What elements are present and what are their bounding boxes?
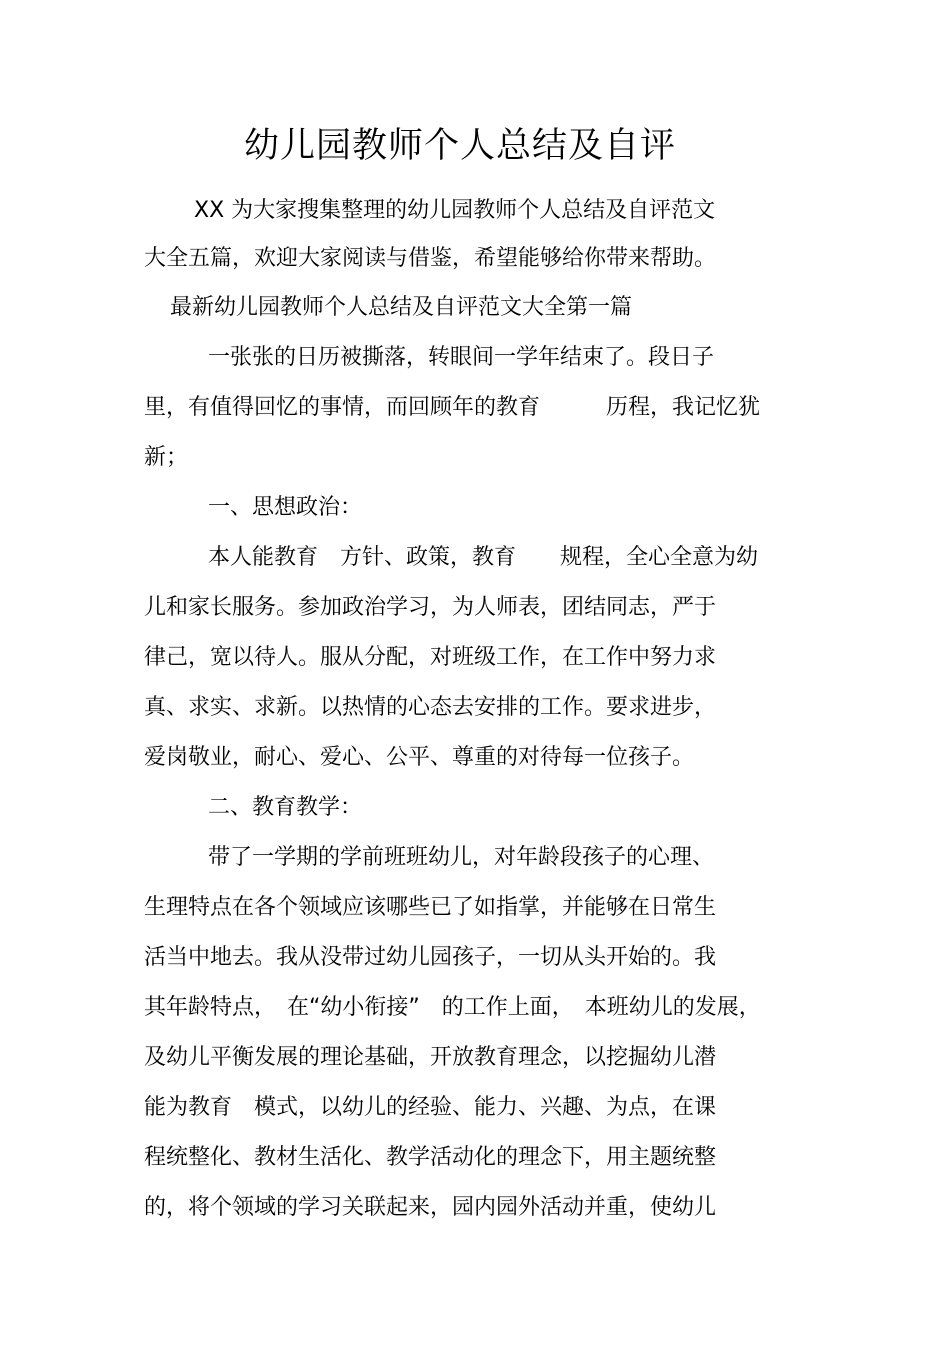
paragraph-line: 本人能教育 方针、政策，教育 规程，全心全意为幼 xyxy=(208,545,759,570)
paragraph-line: 里，有值得回忆的事情，而回顾年的教育 历程，我记忆犹 xyxy=(144,395,761,420)
paragraph-line: 活当中地去。我从没带过幼儿园孩子，一切从头开始的。我 xyxy=(144,945,717,970)
paragraph-line: 的，将个领域的学习关联起来，园内园外活动并重，使幼儿 xyxy=(144,1195,717,1220)
subsection-heading: 二、教育教学： xyxy=(208,795,363,820)
section-heading: 最新幼儿园教师个人总结及自评范文大全第一篇 xyxy=(170,295,633,320)
paragraph-line: 程统整化、教材生活化、教学活动化的理念下，用主题统整 xyxy=(144,1145,717,1170)
paragraph-line: 爱岗敬业，耐心、爱心、公平、尊重的对待每一位孩子。 xyxy=(144,745,695,770)
paragraph-line: 其年龄特点， 在“幼小衔接” 的工作上面， 本班幼儿的发展， xyxy=(144,995,761,1020)
paragraph-line: 律己，宽以待人。服从分配，对班级工作，在工作中努力求 xyxy=(144,645,717,670)
paragraph-line: 及幼儿平衡发展的理论基础，开放教育理念，以挖掘幼儿潜 xyxy=(144,1045,717,1070)
intro-line-1: XX 为大家搜集整理的幼儿园教师个人总结及自评范文 xyxy=(194,198,716,223)
subsection-heading: 一、思想政治： xyxy=(208,495,363,520)
paragraph-line: 能为教育 模式，以幼儿的经验、能力、兴趣、为点，在课 xyxy=(144,1095,717,1120)
paragraph-line: 新； xyxy=(144,445,189,470)
paragraph-line: 一张张的日历被撕落，转眼间一学年结束了。段日子 xyxy=(208,345,715,370)
paragraph-line: 带了一学期的学前班班幼儿，对年龄段孩子的心理、 xyxy=(208,845,715,870)
paragraph-line: 生理特点在各个领域应该哪些已了如指掌，并能够在日常生 xyxy=(144,895,717,920)
paragraph-line: 儿和家长服务。参加政治学习，为人师表，团结同志，严于 xyxy=(144,595,717,620)
intro-line-2: 大全五篇，欢迎大家阅读与借鉴，希望能够给你带来帮助。 xyxy=(144,246,717,271)
document-title: 幼儿园教师个人总结及自评 xyxy=(243,126,676,166)
paragraph-line: 真、求实、求新。以热情的心态去安排的工作。要求进步， xyxy=(144,695,717,720)
